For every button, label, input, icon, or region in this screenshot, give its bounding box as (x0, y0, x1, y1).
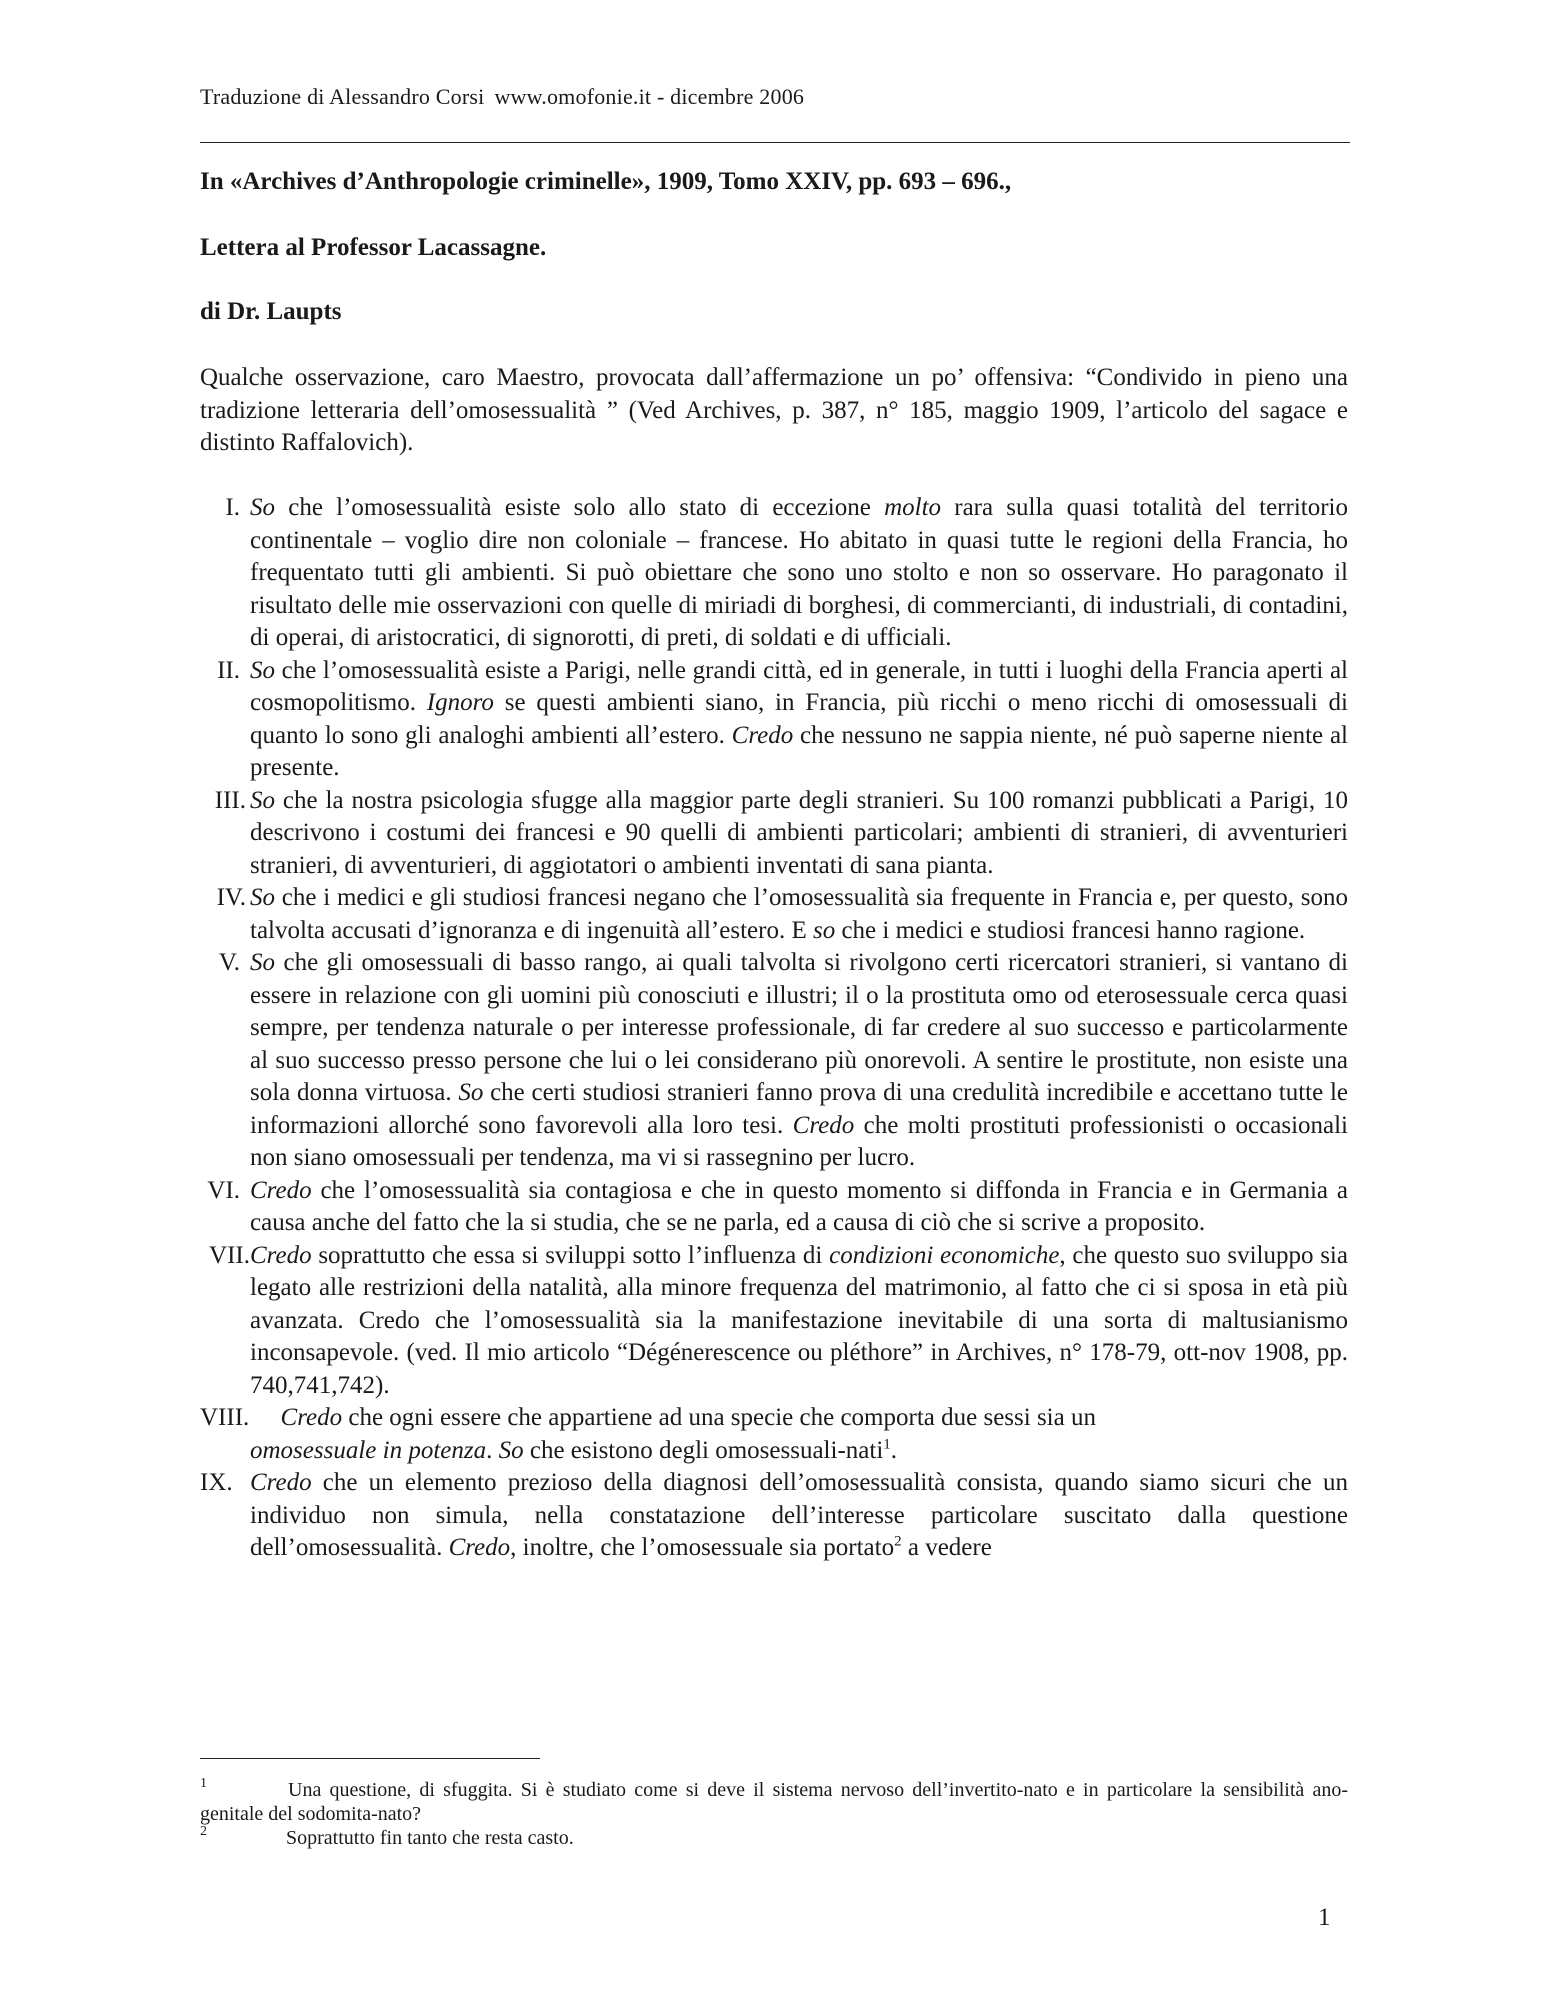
list-item (200, 492, 1348, 655)
header-date: - dicembre 2006 (656, 84, 805, 109)
footnote-2 (200, 1826, 1348, 1850)
item-text: Credo soprattutto che essa si sviluppi sotto l’influenza di condizioni economiche, che questo suo sviluppo sia legato alle restrizioni della natalità, alla minore frequenza del matrimonio, al fatto che ci si sposa in età più avanzata. Credo che l’omosessualità sia la manifestazione inevitabile di una sorta di maltusianismo inconsapevole. (ved. Il mio articolo “Dégénerescence ou pléthore” in Archives, n° 178-79, ott-nov 1908, pp. 740,741,742). (250, 1241, 1348, 1399)
item-numeral: IV. (216, 884, 246, 911)
item-text: So che l’omosessualità esiste solo allo stato di eccezione molto rara sulla quasi totalità del territorio continentale – voglio dire non coloniale – francese. Ho abitato in quasi tutte le regioni della Francia, ho frequentato tutti gli ambienti. Si può obiettare che sono uno stolto e non so osservare. Ho paragonato il risultato delle mie osservazioni con quelle di miriadi di borghesi, di commercianti, di industriali, di contadini, di operai, di aristocratici, di signorotti, di preti, di soldati e di ufficiali. (250, 494, 1348, 651)
item-numeral: I. (225, 494, 240, 521)
item-text: So che i medici e gli studiosi francesi negano che l’omosessualità sia frequente in Francia e, per questo, sono talvolta accusati d’ignoranza e di ingenuità all’estero. E so che i medici e studiosi francesi hanno ragione. (250, 884, 1348, 944)
item-numeral: V. (218, 949, 240, 976)
header-credit: Traduzione di Alessandro Corsi (200, 84, 485, 109)
item-numeral: III. (214, 786, 246, 814)
footnote-mark: 2 (200, 1824, 207, 1839)
observation-list (200, 492, 1348, 1565)
item-numeral: IX. (200, 1469, 233, 1496)
list-item (200, 947, 1348, 1175)
footnote-1 (200, 1778, 1348, 1826)
item-numeral: VIII. (200, 1404, 250, 1431)
list-item (200, 1240, 1348, 1403)
item-text: Credo che un elemento prezioso della diagnosi dell’omosessualità consista, quando siamo sicuri che un individuo non simula, nella constatazione dell’interesse particolare suscitato dalla questione dell’omosessualità. Credo, inoltre, che l’omosessuale sia portato$^2$ a vedere (250, 1469, 1348, 1561)
list-item (200, 785, 1348, 883)
footnote-mark: 1 (200, 1776, 207, 1791)
item-numeral: VI. (207, 1176, 240, 1204)
list-item (200, 1402, 1348, 1467)
header-site[interactable]: www.omofonie.it (494, 84, 652, 109)
header-divider (200, 142, 1350, 143)
item-numeral: VII. (209, 1241, 250, 1269)
letter-title: Lettera al Professor Lacassagne. (200, 234, 547, 261)
item-numeral: II. (217, 656, 240, 684)
list-item (200, 1175, 1348, 1240)
list-item (200, 1467, 1348, 1565)
page-number: 1 (1318, 1904, 1331, 1931)
list-item (200, 882, 1348, 947)
item-text: VIII. Credo che ogni essere che appartiene ad una specie che comporta due sessi sia un omosessuale in potenza. So che esistono degli omosessuali-nati$^1$. (200, 1404, 1096, 1464)
footnote-ref-1[interactable]: 1 (883, 1436, 891, 1453)
citation-heading: In «Archives d’Anthropologie criminelle», 1909, Tomo XXIV, pp. 693 – 696., (200, 168, 1012, 195)
list-item (200, 655, 1348, 785)
intro-paragraph: Qualche osservazione, caro Maestro, provocata dall’affermazione un po’ offensiva: “Condivido in pieno una tradizione letteraria dell’omosessualità ” (Ved Archives, p. 387, n° 185, maggio 1909, l’articolo del sagace e distinto Raffalovich). (200, 364, 1348, 456)
running-header (200, 84, 804, 110)
footnote-ref-2[interactable]: 2 (894, 1533, 902, 1550)
footnote-divider (200, 1758, 540, 1759)
footnotes (200, 1778, 1348, 1850)
footnote-text: Soprattutto fin tanto che resta casto. (286, 1827, 574, 1849)
footnote-text: Una questione, di sfuggita. Si è studiato come si deve il sistema nervoso dell’invertito-nato e in particolare la sensibilità ano-genitale del sodomita-nato? (200, 1779, 1348, 1825)
item-text: So che l’omosessualità esiste a Parigi, nelle grandi città, ed in generale, in tutti i luoghi della Francia aperti al cosmopolitismo. Ignoro se questi ambienti siano, in Francia, più ricchi o meno ricchi di omosessuali di quanto lo sono gli analoghi ambienti all’estero. Credo che nessuno ne sappia niente, né può saperne niente al presente. (250, 656, 1348, 781)
item-text: So che gli omosessuali di basso rango, ai quali talvolta si rivolgono certi ricercatori stranieri, si vantano di essere in relazione con gli uomini più conosciuti e illustri; il o la prostituta omo od eterosessuale cerca quasi sempre, per tendenza naturale o per interesse professionale, di far credere al suo successo e particolarmente al suo successo presso persone che lui o lei considerano più onorevoli. A sentire le prostitute, non esiste una sola donna virtuosa. So che certi studiosi stranieri fanno prova di una credulità incredibile e accettano tutte le informazioni allorché sono favorevoli alla loro tesi. Credo che molti prostituti professionisti o occasionali non siano omosessuali per tendenza, ma vi si rassegnino per lucro. (250, 949, 1348, 1171)
item-text: So che la nostra psicologia sfugge alla maggior parte degli stranieri. Su 100 romanzi pubblicati a Parigi, 10 descrivono i costumi dei francesi e 90 quelli di ambienti particolari; ambienti di stranieri, di avventurieri stranieri, di avventurieri, di aggiotatori o ambienti inventati di sana pianta. (250, 786, 1348, 879)
author-line: di Dr. Laupts (200, 298, 342, 325)
item-text: Credo che l’omosessualità sia contagiosa e che in questo momento si diffonda in Francia e in Germania a causa anche del fatto che la si studia, che se ne parla, ed a causa di ciò che si scrive a proposito. (250, 1176, 1348, 1236)
